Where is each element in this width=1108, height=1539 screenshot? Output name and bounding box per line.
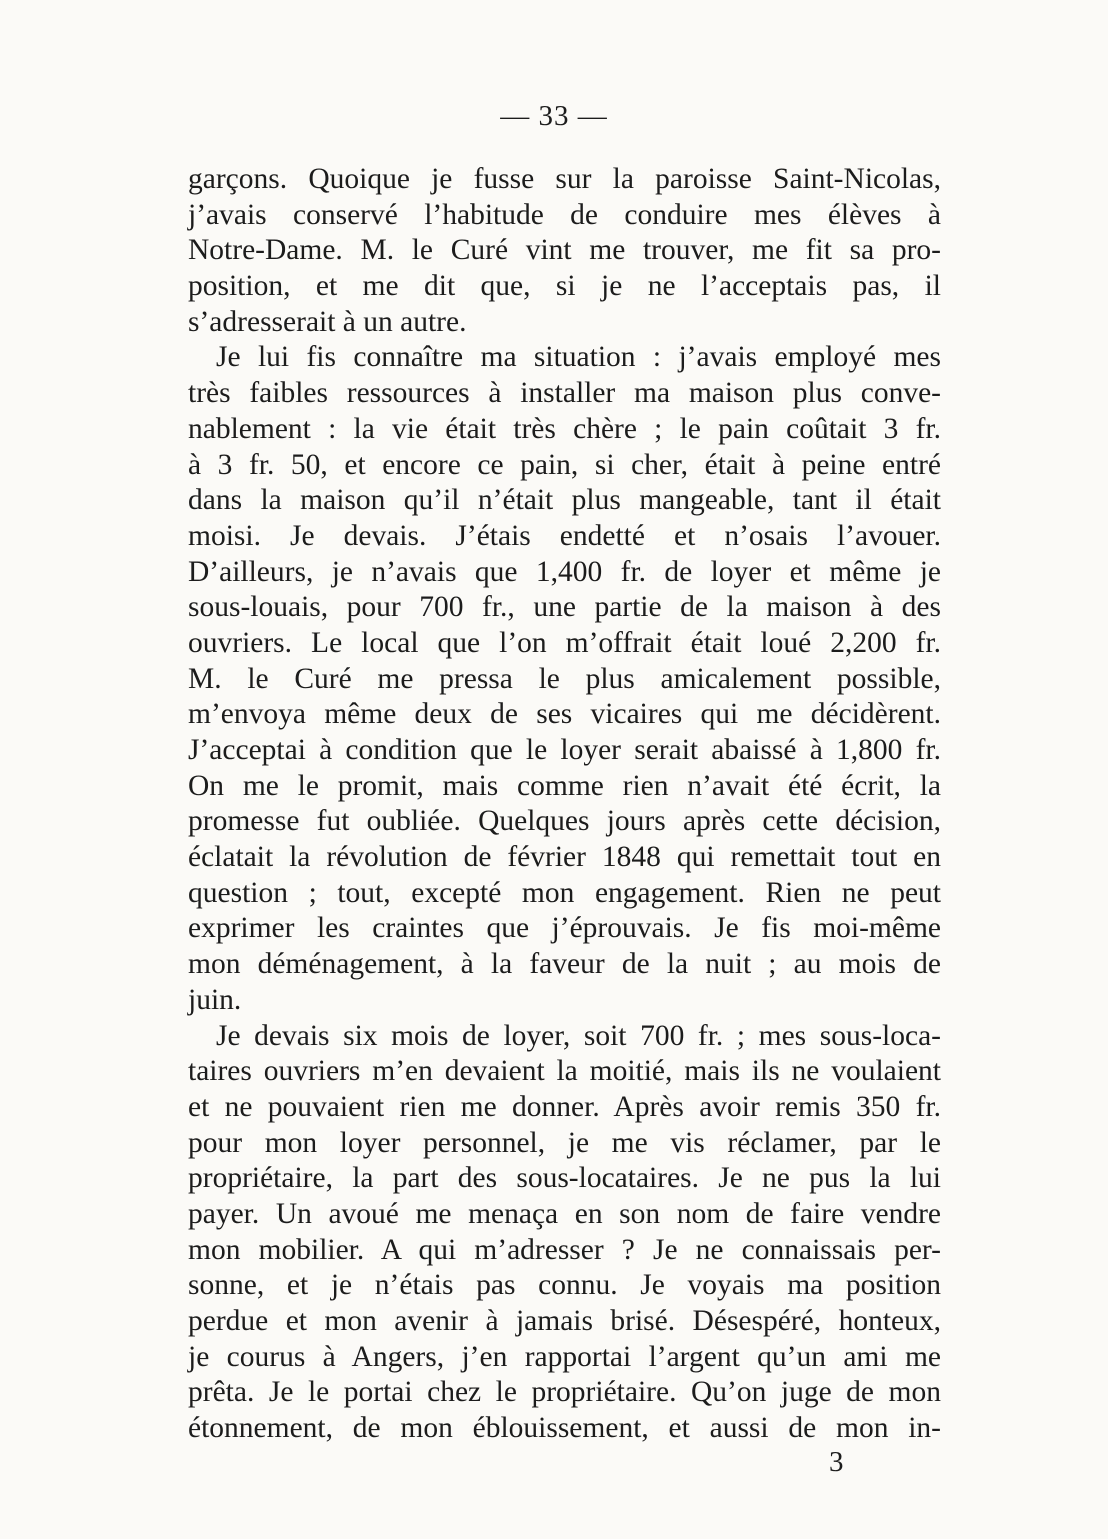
text-line: Je devais six mois de loyer, soit 700 fr. ; mes sous-loca- — [216, 1019, 941, 1052]
text-line: mon déménagement, à la faveur de la nuit ; au mois de — [188, 948, 941, 981]
text-line: j’avais conservé l’habitude de conduire mes élèves à — [188, 198, 941, 231]
text-line: D’ailleurs, je n’avais que 1,400 fr. de loyer et même je — [188, 555, 941, 588]
text-line: s’adresserait à un autre. — [188, 305, 467, 338]
text-line: exprimer les craintes que j’éprouvais. Je fis moi-même — [188, 912, 941, 945]
page-number: — 33 — — [500, 100, 608, 132]
text-line: prêta. Je le portai chez le propriétaire. Qu’on juge de mon — [188, 1376, 941, 1409]
text-line: payer. Un avoué me menaça en son nom de faire vendre — [188, 1197, 941, 1230]
text-line: nablement : la vie était très chère ; le pain coûtait 3 fr. — [188, 412, 941, 445]
text-line: taires ouvriers m’en devaient la moitié, mais ils ne voulaient — [188, 1055, 941, 1088]
text-line: Je lui fis connaître ma situation : j’avais employé mes — [216, 341, 941, 374]
text-line: ouvriers. Le local que l’on m’offrait était loué 2,200 fr. — [188, 626, 941, 659]
text-line: J’acceptai à condition que le loyer serait abaissé à 1,800 fr. — [188, 734, 941, 766]
text-line: moisi. Je devais. J’étais endetté et n’osais l’avouer. — [188, 519, 941, 552]
text-line: perdue et mon avenir à jamais brisé. Désespéré, honteux, — [188, 1305, 941, 1337]
text-line: et ne pouvaient rien me donner. Après avoir remis 350 fr. — [188, 1090, 941, 1123]
paragraph — [188, 1019, 941, 1447]
text-line: étonnement, de mon éblouissement, et aussi de mon in- — [188, 1412, 941, 1445]
text-line: position, et me dit que, si je ne l’acceptais pas, il — [188, 270, 941, 303]
text-line: sonne, et je n’étais pas connu. Je voyais ma position — [188, 1269, 941, 1302]
body-text — [188, 162, 941, 1447]
text-line: Notre-Dame. M. le Curé vint me trouver, me fit sa pro- — [188, 234, 941, 267]
text-line: On me le promit, mais comme rien n’avait été écrit, la — [188, 769, 941, 802]
text-line: juin. — [188, 983, 242, 1016]
text-line: très faibles ressources à installer ma maison plus conve- — [188, 377, 941, 410]
text-line: dans la maison qu’il n’était plus mangeable, tant il était — [188, 484, 941, 517]
text-line: M. le Curé me pressa le plus amicalement possible, — [188, 662, 941, 695]
text-line: je courus à Angers, j’en rapportai l’argent qu’un ami me — [188, 1340, 941, 1373]
text-line: promesse fut oubliée. Quelques jours après cette décision, — [188, 805, 941, 838]
signature-mark: 3 — [829, 1446, 844, 1478]
text-line: question ; tout, excepté mon engagement. Rien ne peut — [188, 876, 941, 909]
text-line: m’envoya même deux de ses vicaires qui me décidèrent. — [188, 698, 941, 731]
paragraph — [188, 340, 941, 1018]
text-line: éclatait la révolution de février 1848 qui remettait tout en — [188, 841, 941, 874]
paragraph — [188, 162, 941, 340]
text-line: mon mobilier. A qui m’adresser ? Je ne connaissais per- — [188, 1233, 941, 1266]
text-line: à 3 fr. 50, et encore ce pain, si cher, était à peine entré — [188, 448, 941, 481]
text-line: propriétaire, la part des sous-locataires. Je ne pus la lui — [188, 1162, 941, 1195]
text-line: sous-louais, pour 700 fr., une partie de la maison à des — [188, 591, 941, 624]
text-line: garçons. Quoique je fusse sur la paroisse Saint-Nicolas, — [188, 163, 941, 195]
text-line: pour mon loyer personnel, je me vis réclamer, par le — [188, 1126, 941, 1159]
